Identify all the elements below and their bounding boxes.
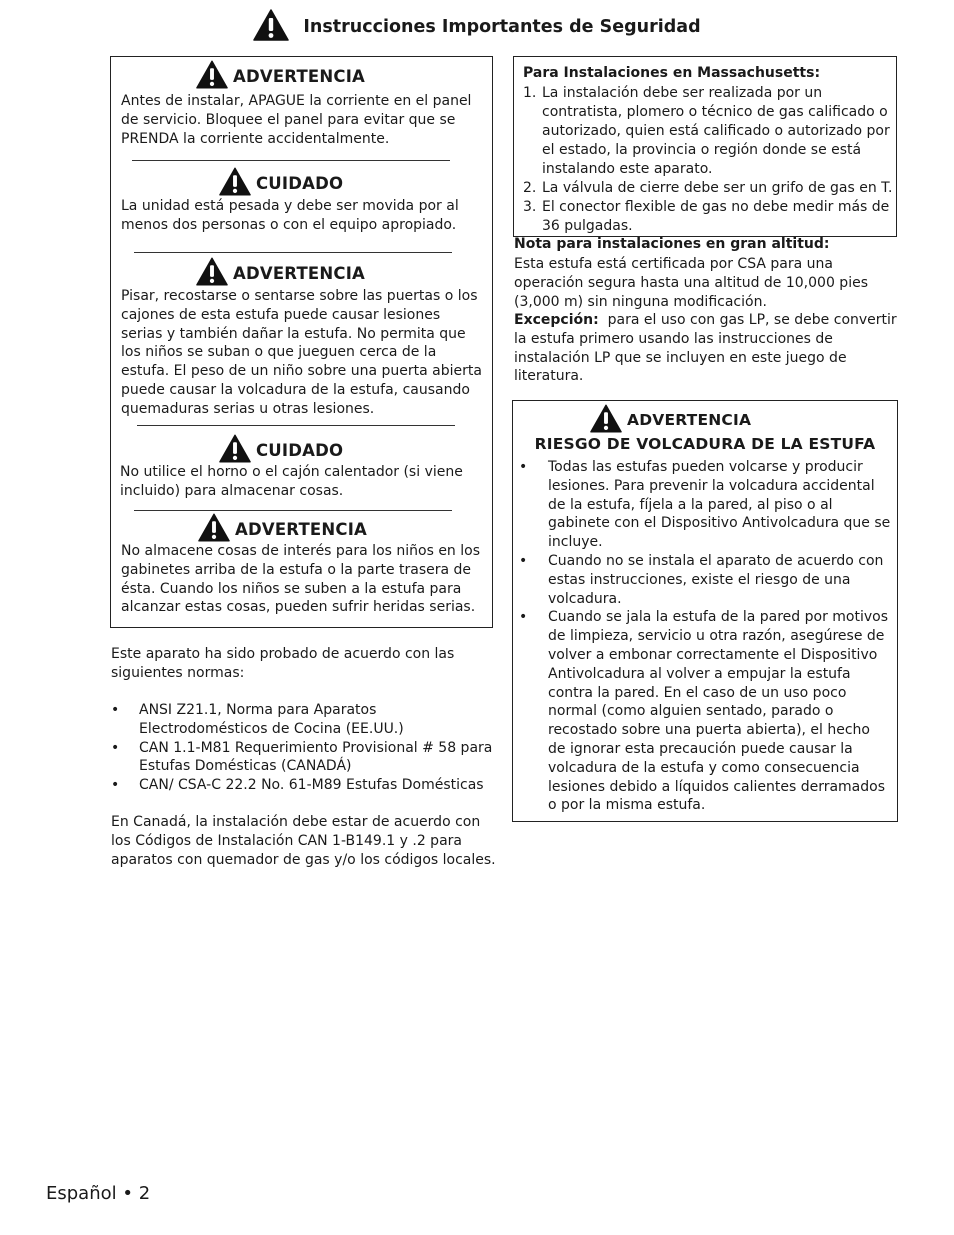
warning-triangle-icon — [196, 60, 228, 93]
list-item: • Cuando se jala la estufa de la pared por motivos de limpieza, servicio u otra razón, asegúrese de volver a embonar correctamente el Dispositivo Antivolcadura al volver a empujar la estufa contra la pared. En el caso de un uso poco normal (como alguien sentado, parado o recostado sobre una puerta abierta), el hecho de ignorar esta precaución puede causar la volcadura de la estufa y como consecuencia lesiones debido a líquidos calientes derramados o por la misma estufa. — [519, 609, 889, 814]
warning-heading-1 — [196, 60, 365, 92]
list-item: • ANSI Z21.1, Norma para Aparatos Electrodomésticos de Cocina (EE.UU.) — [111, 702, 404, 737]
warning-heading-label: ADVERTENCIA — [627, 411, 752, 429]
list-item: • CAN/ CSA-C 22.2 No. 61-M89 Estufas Domésticas — [111, 777, 484, 794]
tip-over-warning-heading — [590, 404, 751, 436]
warning-text-3: No almacene cosas de interés para los niños en los gabinetes arriba de la estufa o la parte trasera de ésta. Cuando los niños se suben a la estufa para alcanzar estas cosas, pueden sufrir heridas serias. — [121, 543, 481, 616]
altitude-exception — [514, 311, 899, 386]
caution-heading-2 — [219, 434, 343, 466]
caution-heading-label: CUIDADO — [256, 173, 344, 193]
exception-label: Excepción: — [514, 312, 599, 328]
divider — [134, 510, 452, 511]
page-title: Instrucciones Importantes de Seguridad — [303, 17, 701, 37]
divider — [134, 252, 452, 253]
altitude-text: Esta estufa está certificada por CSA para una operación segura hasta una altitud de 10,000 pies (3,000 m) sin ninguna modificación. — [514, 256, 868, 310]
caution-heading-label: CUIDADO — [256, 440, 344, 460]
exception-text: para el uso con gas LP, se debe convertir la estufa primero usando las instrucciones de instalación LP que se incluyen en este juego de literatura. — [514, 312, 897, 385]
page-footer: Español • 2 — [46, 1183, 151, 1204]
altitude-heading: Nota para instalaciones en gran altitud: — [514, 236, 830, 252]
tip-over-subheading: RIESGO DE VOLCADURA DE LA ESTUFA — [534, 435, 876, 453]
massachusetts-list — [523, 84, 893, 236]
caution-text-2: No utilice el horno o el cajón calentador (si viene incluido) para almacenar cosas. — [120, 464, 463, 499]
warning-triangle-icon — [219, 167, 251, 200]
warning-heading-label: ADVERTENCIA — [235, 519, 368, 539]
tip-over-list — [513, 458, 891, 815]
divider — [137, 425, 455, 426]
warning-heading-label: ADVERTENCIA — [233, 263, 366, 283]
warning-triangle-icon — [590, 404, 622, 437]
caution-text-1: La unidad está pesada y debe ser movida por al menos dos personas o con el equipo apropiado. — [121, 198, 459, 233]
caution-heading-1 — [219, 167, 343, 199]
warning-triangle-icon — [198, 513, 230, 546]
warning-triangle-icon — [219, 434, 251, 467]
divider — [132, 160, 450, 161]
page-header — [0, 8, 954, 46]
list-item: • CAN 1.1-M81 Requerimiento Provisional # 58 para Estufas Domésticas (CANADÁ) — [111, 739, 493, 775]
list-item: 2. La válvula de cierre debe ser un grifo de gas en T. — [523, 180, 893, 196]
warning-triangle-icon — [196, 257, 228, 290]
list-item: • Cuando no se instala el aparato de acuerdo con estas instrucciones, existe el riesgo de una volcadura. — [519, 552, 884, 607]
canada-text: En Canadá, la instalación debe estar de acuerdo con los Códigos de Instalación CAN 1-B149.1 y .2 para aparatos con quemador de gas y/o los códigos locales. — [111, 814, 496, 868]
massachusetts-heading: Para Instalaciones en Massachusetts: — [523, 65, 821, 81]
list-item: 1. La instalación debe ser realizada por un contratista, plomero o técnico de gas calificado o autorizado, quien está calificado o autorizado por el estado, la provincia o región donde se está instalando este aparato. — [523, 85, 890, 177]
warning-text-2: Pisar, recostarse o sentarse sobre las puertas o los cajones de esta estufa puede causar lesiones serias y también dañar la estufa. No permita que los niños se suban o que jueguen cerca de la estufa. El peso de un niño sobre una puerta abierta puede causar la volcadura de la estufa, causando quemaduras serias u otras lesiones. — [121, 288, 482, 417]
warning-heading-2 — [196, 257, 365, 289]
list-item: 3. El conector flexible de gas no debe medir más de 36 pulgadas. — [523, 199, 890, 234]
list-item: • Todas las estufas pueden volcarse y producir lesiones. Para prevenir la volcadura accidental de la estufa, fíjela a la pared, al piso o al gabinete con el Dispositivo Antivolcadura que se incluye. — [519, 459, 891, 551]
warning-heading-3 — [198, 513, 367, 545]
warning-heading-label: ADVERTENCIA — [233, 66, 366, 86]
warning-triangle-icon — [253, 9, 289, 46]
standards-intro: Este aparato ha sido probado de acuerdo con las siguientes normas: — [111, 646, 455, 681]
standards-list — [111, 701, 496, 795]
warning-text-1: Antes de instalar, APAGUE la corriente en el panel de servicio. Bloquee el panel para evitar que se PRENDA la corriente accidentalmente. — [121, 93, 472, 147]
